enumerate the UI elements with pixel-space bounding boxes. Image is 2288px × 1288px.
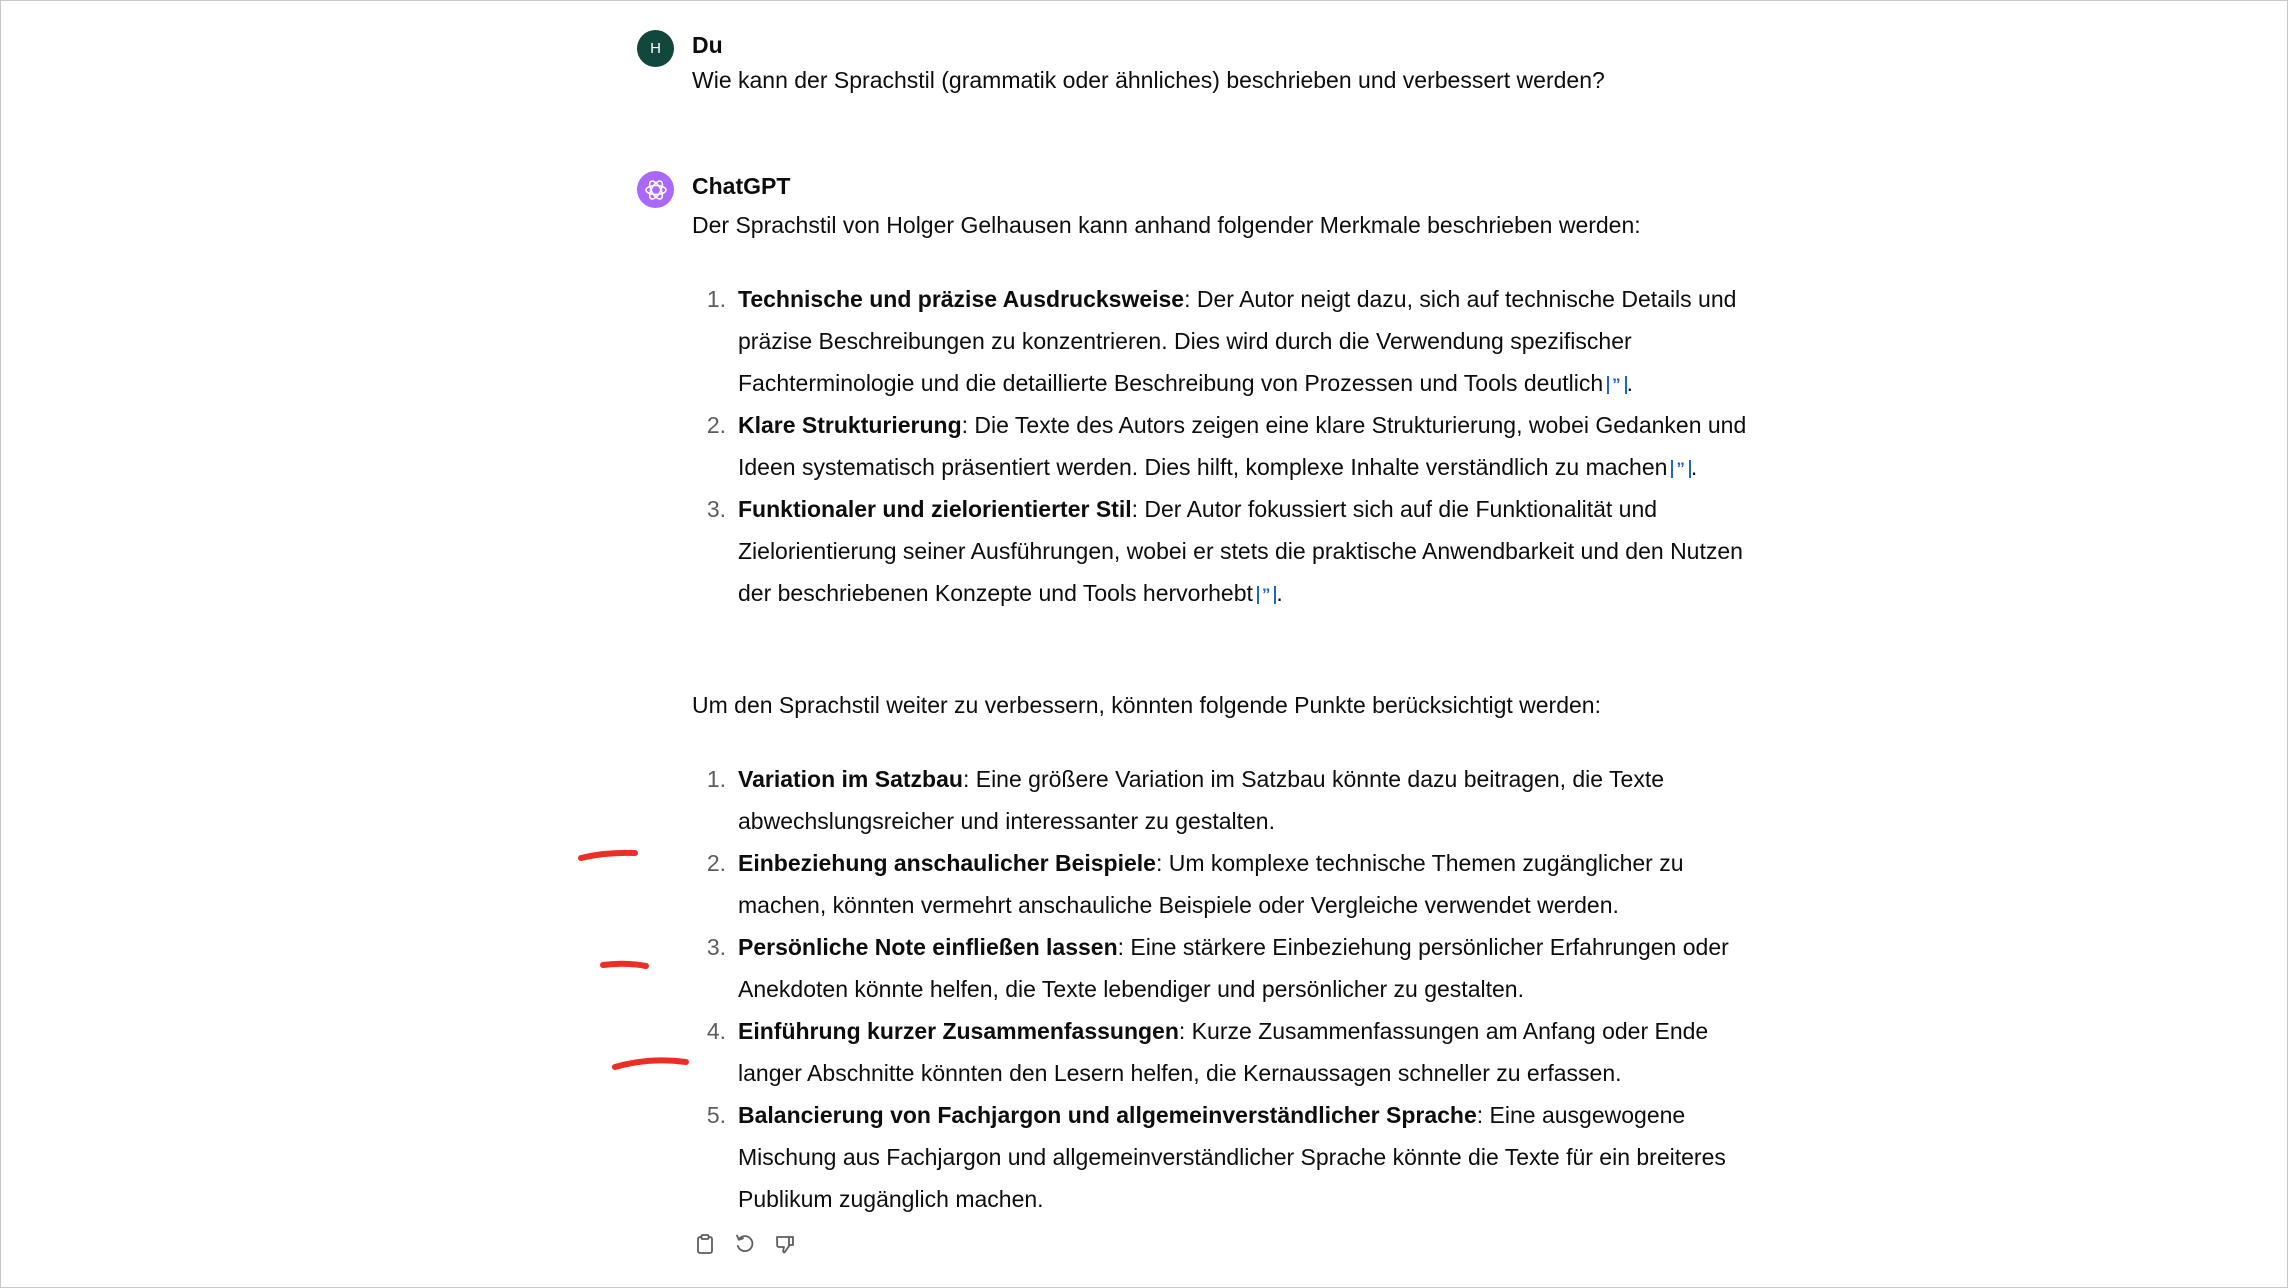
list-item: [692, 758, 1772, 842]
list-item-title: Balancierung von Fachjargon und allgemeinverständlicher Sprache: [738, 1102, 1477, 1128]
list-number: 1.: [706, 766, 726, 792]
list-number: 2.: [706, 850, 726, 876]
assistant-author-name: ChatGPT: [692, 173, 791, 199]
list-item-text: : Kurze Zusammenfassungen am Anfang oder Ende langer Abschnitte könnten den Lesern helfen, die Kernaussagen schneller zu erfassen.: [738, 1018, 1709, 1086]
list-item-text: : Eine größere Variation im Satzbau könnte dazu beitragen, die Texte abwechslungsreicher und interessanter zu gestalten.: [738, 766, 1665, 834]
list-item: [692, 404, 1772, 488]
citation-icon[interactable]: ”: [1607, 376, 1627, 394]
annotation-stroke: [615, 1060, 686, 1067]
characteristics-list: [692, 278, 1772, 614]
list-item-title: Einbeziehung anschaulicher Beispiele: [738, 850, 1156, 876]
list-item: [692, 278, 1772, 404]
annotation-stroke: [581, 853, 635, 858]
regenerate-icon[interactable]: [732, 1231, 758, 1257]
list-number: 3.: [706, 934, 726, 960]
list-item-title: Einführung kurzer Zusammenfassungen: [738, 1018, 1179, 1044]
list-item: [692, 1010, 1772, 1094]
citation-icon[interactable]: ”: [1257, 586, 1277, 604]
list-item-text: : Der Autor neigt dazu, sich auf technische Details und präzise Beschreibungen zu konzentrieren. Dies wird durch die Verwendung spezifischer Fachterminologie und die detaillierte Beschreibung von Prozessen und Tools deutlich: [738, 286, 1737, 396]
list-number: 4.: [706, 1018, 726, 1044]
assistant-intro-text: Der Sprachstil von Holger Gelhausen kann anhand folgender Merkmale beschrieben werden:: [692, 212, 1641, 238]
red-annotation-marks: [575, 840, 695, 1080]
list-item-end: .: [1626, 370, 1634, 396]
list-number: 2.: [706, 412, 726, 438]
list-item: [692, 1094, 1772, 1220]
list-item-end: .: [1276, 580, 1283, 606]
user-avatar-initial: H: [650, 40, 661, 57]
list-number: 5.: [706, 1102, 726, 1128]
list-item-title: Funktionaler und zielorientierter Stil: [738, 496, 1132, 522]
list-item-title: Persönliche Note einfließen lassen: [738, 934, 1118, 960]
message-actions: [692, 1231, 798, 1257]
thumbs-down-icon[interactable]: [772, 1231, 798, 1257]
list-item-text: : Die Texte des Autors zeigen eine klare Strukturierung, wobei Gedanken und Ideen systematisch präsentiert werden. Dies hilft, komplexe Inhalte verständlich zu machen: [738, 412, 1747, 480]
openai-logo-icon: [643, 177, 669, 203]
list-item-end: .: [1690, 454, 1698, 480]
citation-icon[interactable]: ”: [1671, 460, 1691, 478]
list-number: 3.: [706, 496, 726, 522]
list-item-text: : Der Autor fokussiert sich auf die Funktionalität und Zielorientierung seiner Ausführungen, wobei er stets die praktische Anwendbarkeit und den Nutzen der beschriebenen Konzepte und Tools hervorhebt: [738, 496, 1743, 606]
list-item-title: Klare Strukturierung: [738, 412, 962, 438]
assistant-middle-text: Um den Sprachstil weiter zu verbessern, könnten folgende Punkte berücksichtigt werden:: [692, 692, 1601, 718]
list-item: [692, 926, 1772, 1010]
list-item-text: : Eine stärkere Einbeziehung persönlicher Erfahrungen oder Anekdoten könnte helfen, die Texte lebendiger und persönlicher zu gestalten.: [738, 934, 1729, 1002]
annotation-stroke: [603, 964, 646, 966]
list-item-text: : Um komplexe technische Themen zugänglicher zu machen, könnten vermehrt anschauliche Beispiele oder Vergleiche verwendet werden.: [738, 850, 1684, 918]
list-item-title: Technische und präzise Ausdrucksweise: [738, 286, 1185, 312]
list-item: [692, 488, 1772, 614]
improvements-list: [692, 758, 1772, 1220]
chatgpt-avatar: [637, 171, 674, 208]
clipboard-icon[interactable]: [692, 1231, 718, 1257]
user-avatar: [637, 30, 674, 67]
list-number: 1.: [706, 286, 726, 312]
list-item: [692, 842, 1772, 926]
user-author-name: Du: [692, 32, 723, 58]
user-message-text: Wie kann der Sprachstil (grammatik oder ähnliches) beschrieben und verbessert werden?: [692, 67, 1605, 93]
list-item-title: Variation im Satzbau: [738, 766, 963, 792]
list-item-text: : Eine ausgewogene Mischung aus Fachjargon und allgemeinverständlicher Sprache könnte die Texte für ein breiteres Publikum zugänglich machen.: [738, 1102, 1726, 1212]
